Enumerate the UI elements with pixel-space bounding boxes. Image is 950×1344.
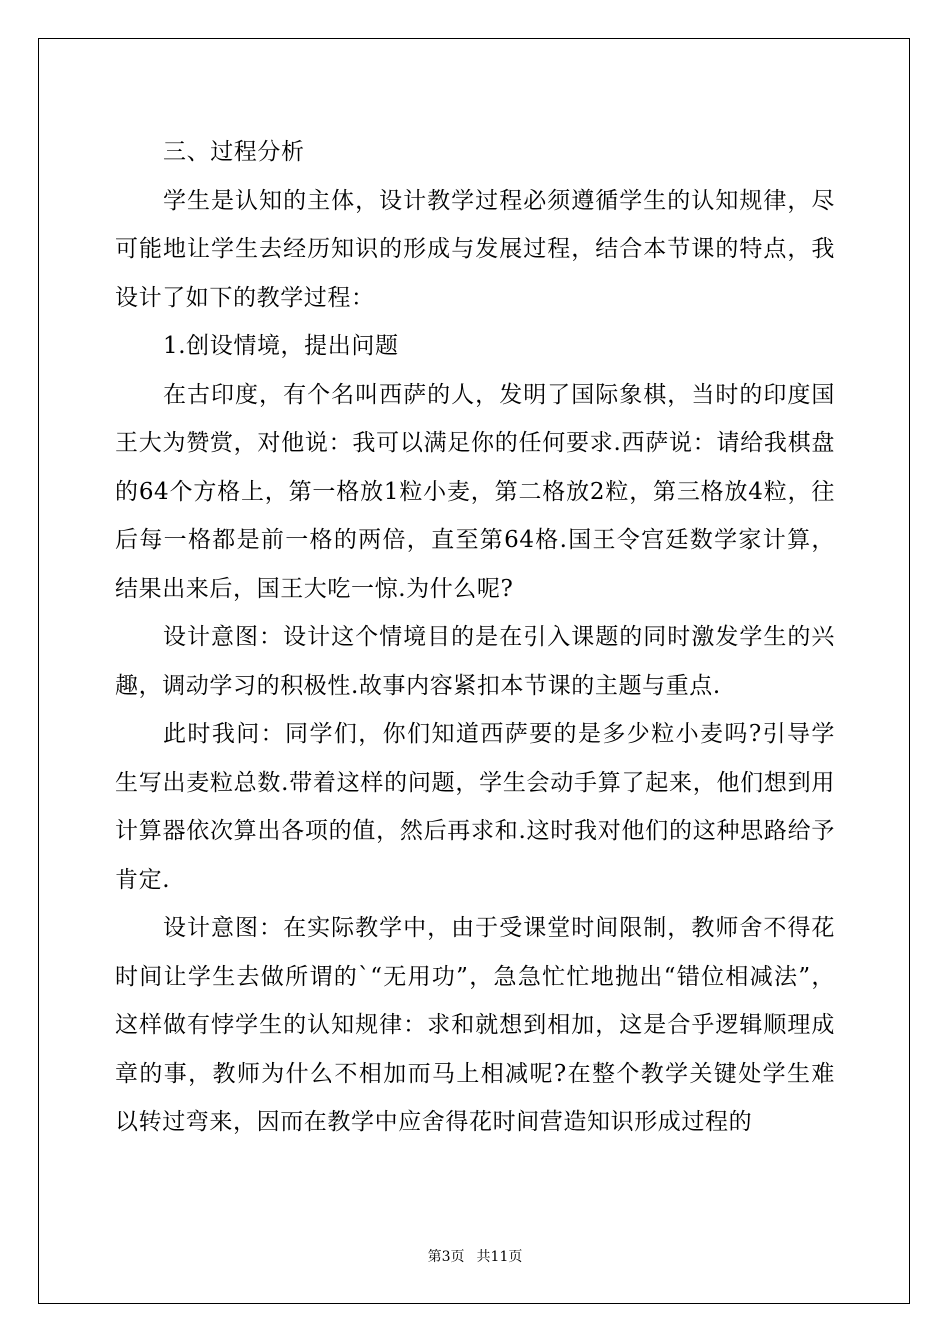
document-body	[115, 128, 835, 1147]
page-footer	[0, 1246, 950, 1266]
paragraph: 此时我问：同学们，你们知道西萨要的是多少粒小麦吗?引导学生写出麦粒总数.带着这样的问题，学生会动手算了起来，他们想到用计算器依次算出各项的值，然后再求和.这时我对他们的这种思路给予肯定.	[115, 721, 835, 893]
page-number: 第3页	[427, 1249, 465, 1265]
paragraph: 学生是认知的主体，设计教学过程必须遵循学生的认知规律，尽可能地让学生去经历知识的形成与发展过程，结合本节课的特点，我设计了如下的教学过程：	[115, 187, 835, 311]
subsection-heading: 1.创设情境，提出问题	[163, 333, 399, 359]
section-heading: 三、过程分析	[163, 139, 305, 165]
paragraph: 设计意图：设计这个情境目的是在引入课题的同时激发学生的兴趣，调动学习的积极性.故事内容紧扣本节课的主题与重点.	[115, 624, 835, 699]
page-total: 共11页	[476, 1249, 523, 1265]
paragraph: 在古印度，有个名叫西萨的人，发明了国际象棋，当时的印度国王大为赞赏，对他说：我可以满足你的任何要求.西萨说：请给我棋盘的64个方格上，第一格放1粒小麦，第二格放2粒，第三格放4粒，往后每一格都是前一格的两倍，直至第64格.国王令宫廷数学家计算，结果出来后，国王大吃一惊.为什么呢?	[115, 381, 835, 602]
paragraph: 设计意图：在实际教学中，由于受课堂时间限制，教师舍不得花时间让学生去做所谓的`“无用功”，急急忙忙地抛出“错位相减法”，这样做有悖学生的认知规律：求和就想到相加，这是合乎逻辑顺理成章的事，教师为什么不相加而马上相减呢?在整个教学关键处学生难以转过弯来，因而在教学中应舍得花时间营造知识形成过程的	[115, 915, 835, 1135]
